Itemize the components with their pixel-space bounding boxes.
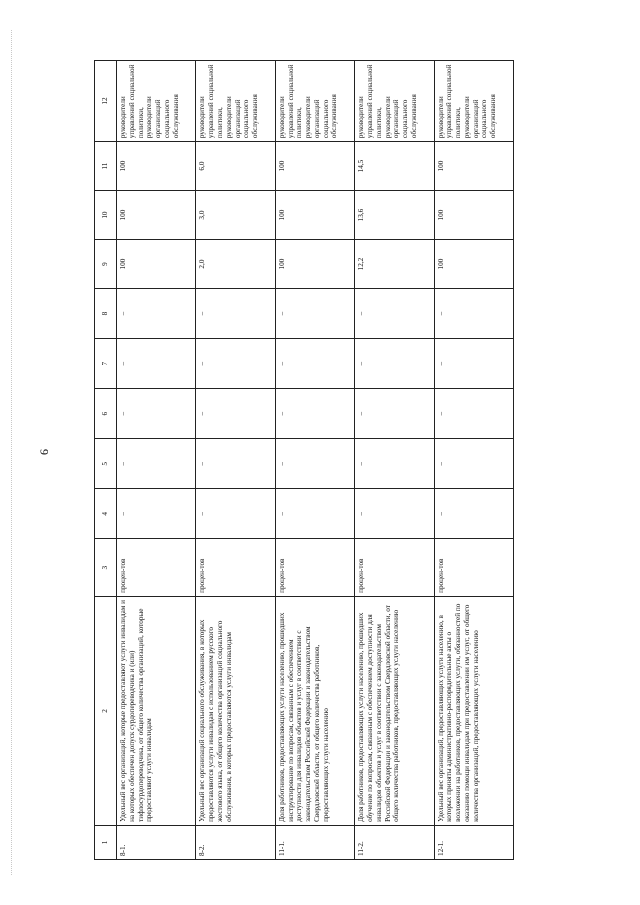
column-header: 12 (95, 61, 117, 142)
value-cell: – (196, 289, 275, 339)
unit-cell: процен-тов (117, 539, 196, 597)
unit-cell: процен-тов (275, 539, 354, 597)
table-row (434, 61, 513, 860)
rotated-table-container (94, 60, 514, 860)
value-cell: – (117, 389, 196, 439)
indicator-name-cell: Удельный вес организаций социального обслуживания, в которых предоставляются услуги инвалидам с использованием русского жестового языка, от общего количества организаций социального обслуживания, в которых предоставляются услуги инвалидам (196, 596, 275, 825)
value-cell: 14,5 (355, 142, 434, 191)
column-header: 10 (95, 191, 117, 240)
row-number-cell: 11-2. (355, 825, 434, 859)
table-row (275, 61, 354, 860)
value-cell: – (355, 389, 434, 439)
table-row (117, 61, 196, 860)
value-cell: 100 (117, 240, 196, 289)
table-body (117, 61, 514, 860)
column-header: 3 (95, 539, 117, 597)
column-header: 4 (95, 489, 117, 539)
value-cell: 100 (434, 142, 513, 191)
column-header: 7 (95, 339, 117, 389)
margin-dotted-line (11, 30, 12, 875)
unit-cell: процен-тов (434, 539, 513, 597)
indicator-name-cell: Удельный вес организаций, предоставляющих услуги населению, в которых приняты административно-распорядительные акты о возложении на работников, предоставляющих услуги, обязанностей по оказанию помощи инвалидам при предоставлении им услуг, от общего количества организаций, предоставляющих услуги населению (434, 596, 513, 825)
value-cell: – (275, 439, 354, 489)
indicator-name-cell: Доля работников, предоставляющих услуги населению, прошедших обучение по вопросам, связанным с обеспечением доступности для инвалидов объектов и услуг в соответствии с законодательством Российской Федерации и законодательством Свердловской области, от общего количества работников, предоставляющих услуги населению (355, 596, 434, 825)
value-cell: – (434, 489, 513, 539)
value-cell: – (196, 339, 275, 389)
indicator-name-cell: Доля работников, предоставляющих услуги населению, прошедших инструктирование по вопросам, связанным с обеспечением доступности для инвалидов объектов и услуг в соответствии с законодательством Российской Федерации и законодательством Свердловской области, от общего количества работников, предоставляющих услуги населению (275, 596, 354, 825)
value-cell: – (275, 339, 354, 389)
value-cell: – (355, 339, 434, 389)
column-header: 11 (95, 142, 117, 191)
value-cell: 100 (117, 191, 196, 240)
value-cell: – (355, 289, 434, 339)
column-header: 1 (95, 825, 117, 859)
value-cell: 2,0 (196, 240, 275, 289)
value-cell: – (117, 289, 196, 339)
value-cell: – (355, 439, 434, 489)
table-header-row (95, 61, 117, 860)
value-cell: 100 (434, 240, 513, 289)
responsible-cell: руководители управлений социальной политики, руководители организаций социального обслуживания (434, 61, 513, 142)
value-cell: – (275, 489, 354, 539)
value-cell: – (434, 339, 513, 389)
column-header: 6 (95, 389, 117, 439)
value-cell: 100 (275, 240, 354, 289)
value-cell: – (117, 439, 196, 489)
table-row (196, 61, 275, 860)
unit-cell: процен-тов (355, 539, 434, 597)
value-cell: – (434, 289, 513, 339)
row-number-cell: 8-1. (117, 825, 196, 859)
value-cell: 100 (275, 142, 354, 191)
responsible-cell: руководители управлений социальной политики, руководители организаций социального обслуживания (275, 61, 354, 142)
responsible-cell: руководители управлений социальной политики, руководители организаций социального обслуживания (117, 61, 196, 142)
indicator-name-cell: Удельный вес организаций, которые предоставляют услуги инвалидам и на которых обеспечен допуск сурдопереводчика и (или) тифлосурдопереводчика, от общего количества организаций, которые предоставляют услуги инвалидам (117, 596, 196, 825)
column-header: 2 (95, 596, 117, 825)
value-cell: – (275, 289, 354, 339)
column-header: 5 (95, 439, 117, 489)
value-cell: – (355, 489, 434, 539)
value-cell: – (434, 389, 513, 439)
value-cell: 13,6 (355, 191, 434, 240)
value-cell: – (117, 489, 196, 539)
row-number-cell: 12-1. (434, 825, 513, 859)
row-number-cell: 11-1. (275, 825, 354, 859)
value-cell: 6,0 (196, 142, 275, 191)
row-number-cell: 8-2. (196, 825, 275, 859)
value-cell: – (434, 439, 513, 489)
column-header: 9 (95, 240, 117, 289)
value-cell: – (117, 339, 196, 389)
indicators-table (94, 60, 514, 860)
table-row (355, 61, 434, 860)
value-cell: – (196, 439, 275, 489)
responsible-cell: руководители управлений социальной политики, руководители организаций социального обслуживания (355, 61, 434, 142)
value-cell: – (275, 389, 354, 439)
value-cell: 12,2 (355, 240, 434, 289)
unit-cell: процен-тов (196, 539, 275, 597)
value-cell: – (196, 489, 275, 539)
column-header: 8 (95, 289, 117, 339)
value-cell: 100 (275, 191, 354, 240)
responsible-cell: руководители управлений социальной политики, руководители организаций социального обслуживания (196, 61, 275, 142)
value-cell: 3,0 (196, 191, 275, 240)
value-cell: 100 (434, 191, 513, 240)
page-number: 9 (37, 449, 52, 455)
value-cell: 100 (117, 142, 196, 191)
value-cell: – (196, 389, 275, 439)
